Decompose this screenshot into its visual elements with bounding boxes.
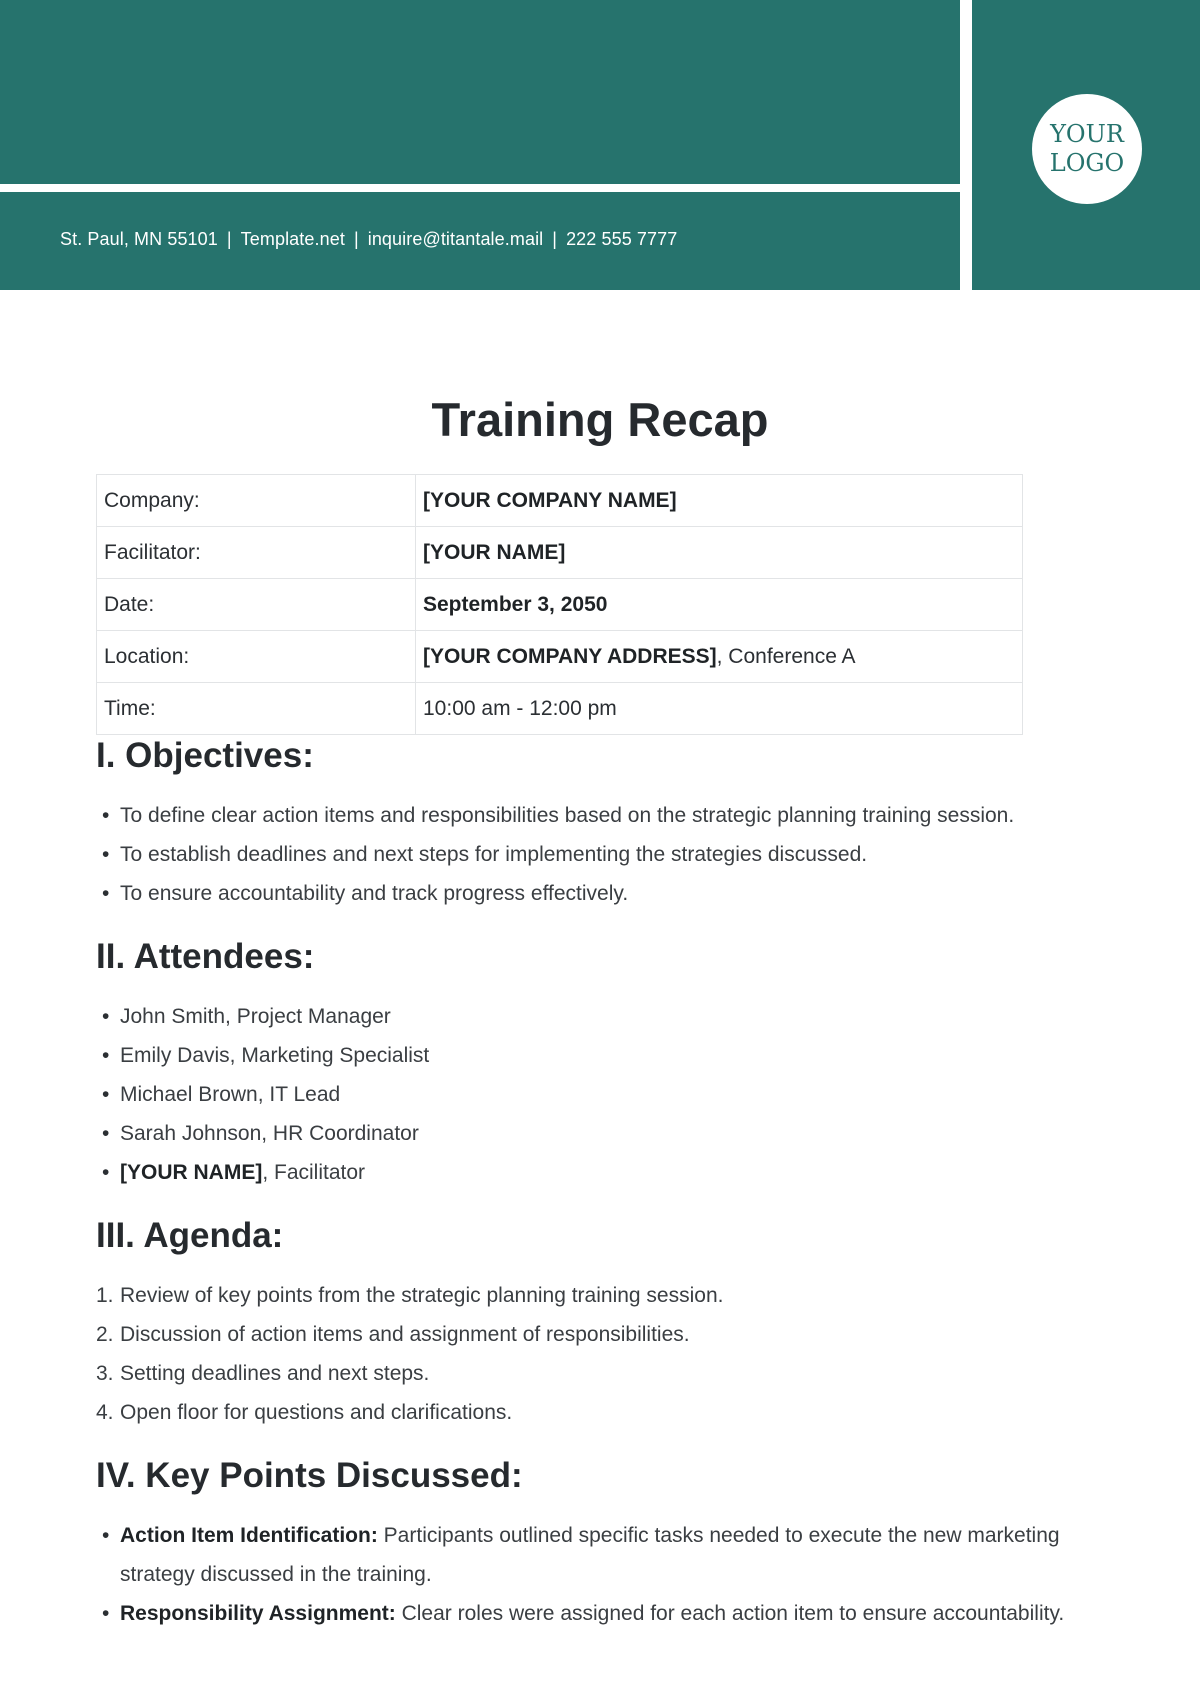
attendee-item (96, 1114, 1076, 1153)
attendee-item (96, 1153, 1076, 1192)
info-row (97, 579, 1023, 631)
contact-email[interactable]: inquire@titantale.mail (367, 229, 544, 249)
attendee-name-bold: [YOUR NAME] (120, 1161, 263, 1184)
info-label: Facilitator: (97, 527, 416, 579)
info-row (97, 631, 1023, 683)
agenda-number: 2. (96, 1323, 114, 1346)
info-value (416, 683, 1023, 735)
info-value-bold: [YOUR NAME] (423, 540, 566, 564)
contact-website[interactable]: Template.net (240, 229, 345, 249)
key-points-list (96, 1516, 1076, 1633)
agenda-section (96, 1212, 1076, 1432)
key-point-text: Participants outlined specific tasks needed to execute the new marketing strategy discussed in the training. (120, 1524, 1060, 1586)
objective-item: • To define clear action items and responsibilities based on the strategic planning training session. (96, 796, 1076, 835)
key-point-item (96, 1594, 1076, 1633)
info-value (416, 579, 1023, 631)
info-value-bold: September 3, 2050 (423, 592, 608, 616)
key-point-item (96, 1516, 1076, 1594)
agenda-item (96, 1315, 1076, 1354)
attendees-list (96, 997, 1076, 1192)
agenda-item (96, 1276, 1076, 1315)
document-body (96, 732, 1076, 1653)
attendee-text: John Smith, Project Manager (120, 1005, 391, 1028)
agenda-list (96, 1276, 1076, 1432)
key-points-section (96, 1452, 1076, 1633)
agenda-text: Open floor for questions and clarifications. (120, 1401, 513, 1424)
agenda-number: 3. (96, 1362, 114, 1385)
attendees-heading: II. Attendees: (96, 937, 315, 976)
key-point-title: Action Item Identification: (120, 1524, 378, 1547)
info-value-text: 10:00 am - 12:00 pm (423, 696, 617, 720)
agenda-text: Setting deadlines and next steps. (120, 1362, 430, 1385)
attendee-item (96, 997, 1076, 1036)
contact-phone: 222 555 7777 (566, 229, 678, 249)
objective-item: • To ensure accountability and track progress effectively. (96, 874, 1076, 913)
info-label: Company: (97, 475, 416, 527)
objective-item: • To establish deadlines and next steps for implementing the strategies discussed. (96, 835, 1076, 874)
attendee-text: Michael Brown, IT Lead (120, 1083, 341, 1106)
info-row (97, 683, 1023, 735)
info-label: Location: (97, 631, 416, 683)
info-row (97, 475, 1023, 527)
attendee-text: , Facilitator (262, 1161, 366, 1184)
info-value-bold: [YOUR COMPANY ADDRESS] (423, 644, 717, 668)
key-point-title: Responsibility Assignment: (120, 1602, 396, 1625)
info-table (96, 474, 1023, 735)
attendee-item (96, 1075, 1076, 1114)
info-value (416, 527, 1023, 579)
attendee-text: Sarah Johnson, HR Coordinator (120, 1122, 419, 1145)
contact-line: St. Paul, MN 55101 | Template.net | inquire@titantale.mail | 222 555 7777 (60, 229, 678, 249)
agenda-text: Review of key points from the strategic planning training session. (120, 1284, 724, 1307)
agenda-item (96, 1354, 1076, 1393)
objectives-section (96, 732, 1076, 913)
attendee-text: Emily Davis, Marketing Specialist (120, 1044, 430, 1067)
info-value-text: , Conference A (716, 644, 856, 668)
info-value (416, 631, 1023, 683)
agenda-text: Discussion of action items and assignment of responsibilities. (120, 1323, 690, 1346)
objectives-list (96, 796, 1076, 913)
info-label: Time: (97, 683, 416, 735)
info-row (97, 527, 1023, 579)
info-value (416, 475, 1023, 527)
attendees-section (96, 933, 1076, 1192)
logo: YOUR LOGO (1032, 94, 1142, 204)
key-point-text: Clear roles were assigned for each action item to ensure accountability. (395, 1602, 1065, 1625)
agenda-item (96, 1393, 1076, 1432)
contact-address: St. Paul, MN 55101 (60, 229, 218, 249)
header-banner (0, 0, 960, 184)
page-title: Training Recap (431, 393, 769, 446)
agenda-number: 4. (96, 1401, 114, 1424)
agenda-number: 1. (96, 1284, 114, 1307)
objectives-heading: I. Objectives: (96, 736, 314, 775)
agenda-heading: III. Agenda: (96, 1216, 284, 1255)
key-points-heading: IV. Key Points Discussed: (96, 1456, 523, 1495)
info-value-bold: [YOUR COMPANY NAME] (423, 488, 677, 512)
attendee-item (96, 1036, 1076, 1075)
info-label: Date: (97, 579, 416, 631)
